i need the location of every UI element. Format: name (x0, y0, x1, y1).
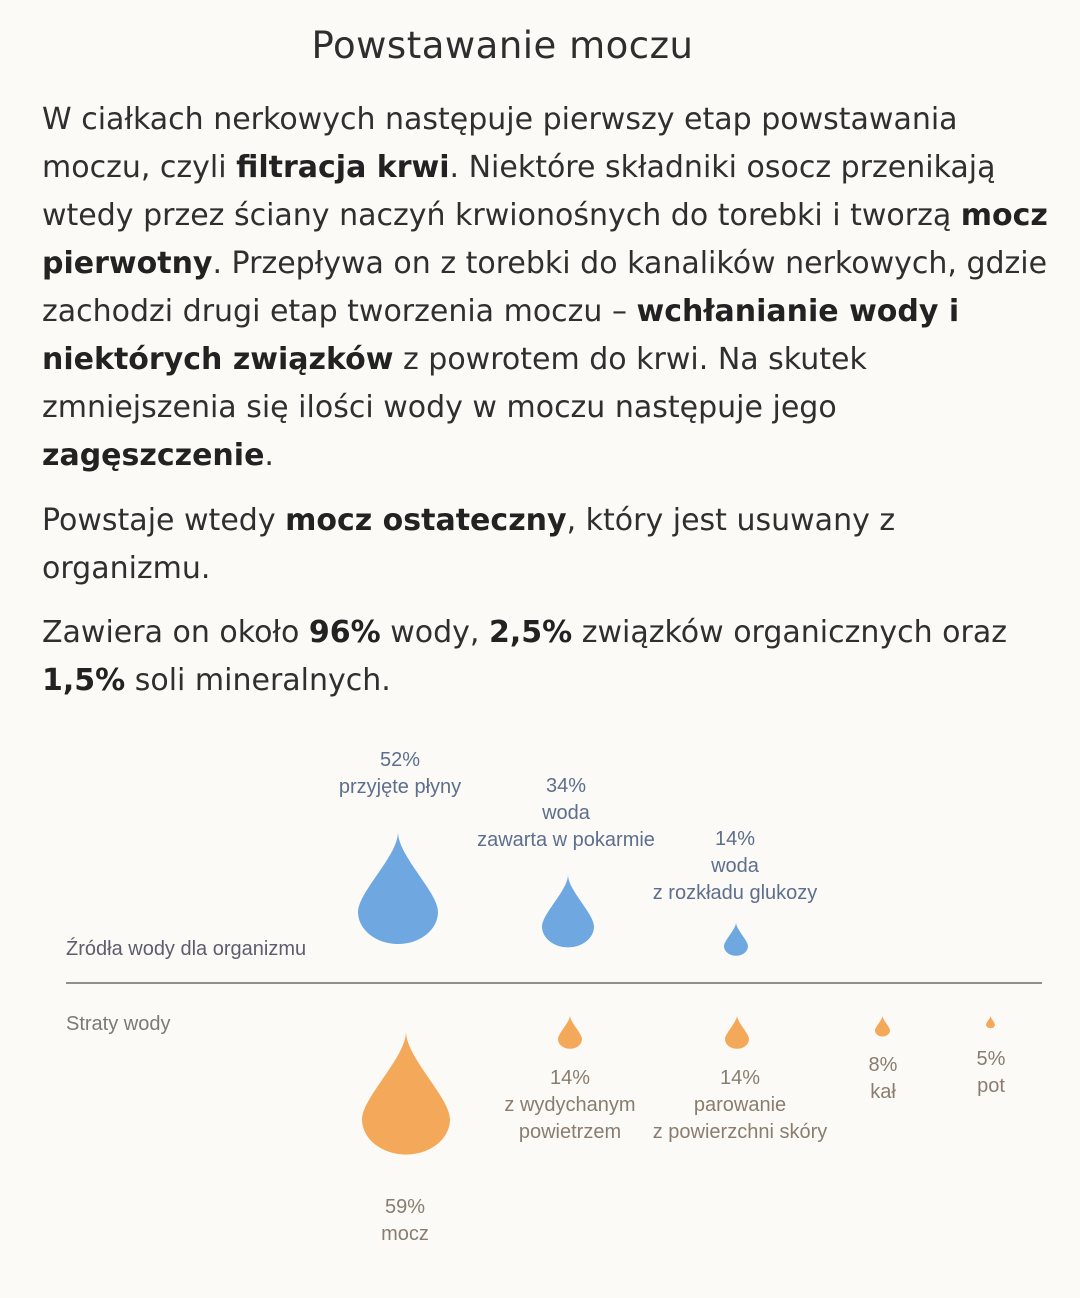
source-text: przyjęte płyny (338, 776, 462, 798)
loss-text: z wydychanym powietrzem (504, 1094, 636, 1143)
text-run: z powrotem do krwi. Na skutek zmniejszenia się ilości wody w moczu następuje jego (42, 342, 867, 425)
text-run: soli mineralnych. (125, 663, 391, 698)
drop-icon (725, 1015, 749, 1049)
drop-icon (875, 1016, 890, 1037)
text-run: . Niektóre składniki osocz przenikają wtedy przez ściany naczyń krwionośnych do torebki i tworzą (42, 150, 996, 233)
text-run: W ciałkach nerkowych następuje pierwszy etap powstawania moczu, czyli (42, 102, 958, 185)
drop-source-fluids (358, 818, 438, 958)
source-pct: 34% (545, 775, 587, 797)
loss-label-urine (355, 1194, 455, 1248)
source-text: woda z rozkładu glukozy (652, 855, 818, 904)
drop-source-glucose (724, 920, 748, 958)
loss-pct: 59% (384, 1196, 426, 1218)
bold-term: filtracja krwi (236, 150, 450, 185)
bold-term: 96% (308, 615, 381, 650)
source-pct: 14% (714, 828, 756, 850)
drop-icon (986, 1016, 995, 1029)
bold-term: wchłanianie wody i niektórych związków (42, 294, 960, 377)
loss-label-sweat (958, 1046, 1024, 1100)
bold-term: 1,5% (42, 663, 126, 698)
source-section-label: Źródła wody dla organizmu (66, 938, 307, 960)
drop-loss-feces (875, 1014, 890, 1038)
loss-text: mocz (381, 1223, 429, 1245)
loss-label-skin (640, 1065, 840, 1146)
bold-term: mocz pierwotny (42, 198, 1048, 281)
source-text: woda zawarta w pokarmie (477, 802, 655, 851)
loss-section-label: Straty wody (66, 1013, 171, 1035)
drop-icon (362, 1031, 450, 1154)
source-label-glucose (635, 826, 835, 907)
drop-icon (542, 875, 594, 948)
paragraph-composition (42, 609, 1052, 705)
paragraph-final-urine (42, 497, 1052, 593)
bold-term: zagęszczenie (42, 438, 265, 473)
drop-icon (724, 922, 748, 956)
loss-text: pot (977, 1075, 1005, 1097)
loss-label-feces (850, 1052, 916, 1106)
drop-loss-breath (558, 1013, 582, 1051)
drop-icon (558, 1015, 582, 1049)
loss-text: kał (870, 1081, 896, 1103)
bold-term: 2,5% (488, 615, 573, 650)
loss-pct: 14% (719, 1067, 761, 1089)
source-pct: 52% (379, 749, 421, 771)
text-run: Powstaje wtedy (42, 503, 286, 538)
text-run: Zawiera on około (42, 615, 309, 650)
drop-icon (358, 832, 438, 944)
loss-text: parowanie z powierzchni skóry (652, 1094, 828, 1143)
paragraph-filtration (42, 96, 1052, 480)
water-balance-infographic (0, 730, 1080, 1290)
drop-loss-sweat (986, 1015, 995, 1029)
page-title: Powstawanie moczu (311, 24, 694, 67)
text-run: . (264, 438, 274, 473)
loss-pct: 14% (549, 1067, 591, 1089)
text-run: . Przepływa on z torebki do kanalików nerkowych, gdzie zachodzi drugi etap tworzenia moczu – (42, 246, 1048, 329)
loss-pct: 8% (868, 1054, 898, 1076)
loss-label-breath (485, 1065, 655, 1146)
loss-pct: 5% (976, 1048, 1006, 1070)
bold-term: mocz ostateczny (285, 503, 567, 538)
divider-line (66, 982, 1042, 984)
drop-source-food (542, 865, 594, 957)
text-run: związków organicznych oraz (572, 615, 1007, 650)
text-run: wody, (380, 615, 489, 650)
drop-loss-urine (362, 1012, 450, 1174)
drop-loss-skin (725, 1013, 749, 1051)
text-run: , który jest usuwany z organizmu. (42, 503, 896, 586)
